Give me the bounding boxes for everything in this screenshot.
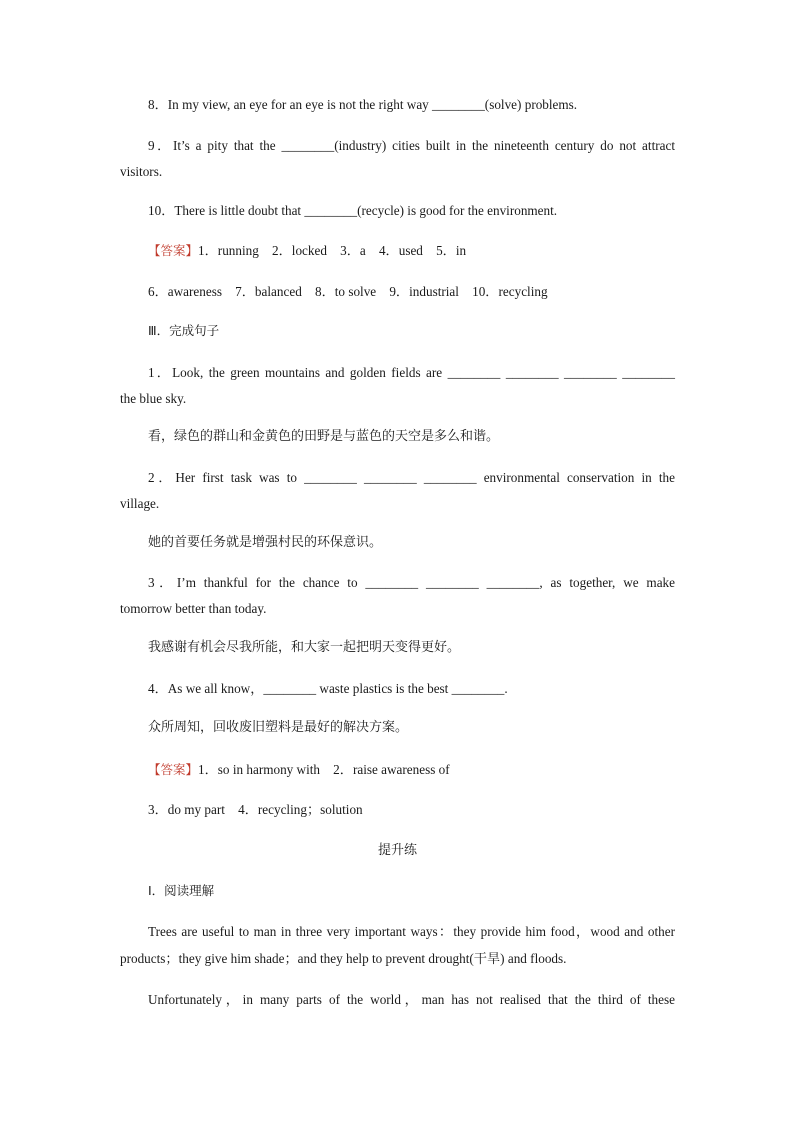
answer-text: 1．so in harmony with 2．raise awareness of <box>198 762 450 777</box>
question-8: 8．In my view, an eye for an eye is not the right way ________(solve) problems. <box>148 97 578 112</box>
sentence-1-translation: 看，绿色的群山和金黄色的田野是与蓝色的天空是多么和谐。 <box>148 429 500 444</box>
question-9-line-1: 9．It’s a pity that the ________(industry) cities built in the nineteenth century do not attract <box>148 138 675 153</box>
question-10: 10．There is little doubt that ________(recycle) is good for the environment. <box>148 203 558 218</box>
sentence-2-translation: 她的首要任务就是增强村民的环保意识。 <box>148 535 383 550</box>
answer-text: 1．running 2．locked 3．a 4．used 5．in <box>198 243 467 258</box>
answer-2-line-1 <box>148 760 450 780</box>
question-9-line-2: visitors. <box>120 164 163 179</box>
sentence-3-line-2: tomorrow better than today. <box>120 601 267 616</box>
answer-line-1 <box>148 241 466 261</box>
sentence-3-translation: 我感谢有机会尽我所能，和大家一起把明天变得更好。 <box>148 640 461 655</box>
sentence-1-line-2: the blue sky. <box>120 391 187 406</box>
answer-tag: 【答案】 <box>148 762 199 777</box>
answer-tag: 【答案】 <box>148 243 199 258</box>
passage-para-1-line-1: Trees are useful to man in three very important ways：they provide him food，wood and other <box>148 924 675 939</box>
sentence-1-line-1: 1．Look, the green mountains and golden fields are ________ ________ ________ ________ <box>148 365 675 380</box>
sentence-2-line-1: 2．Her first task was to ________ ________ ________ environmental conservation in the <box>148 470 675 485</box>
passage-para-1-line-2: products；they give him shade；and they help to prevent drought(干旱) and floods. <box>120 951 567 966</box>
advanced-practice-title: 提升练 <box>377 843 417 858</box>
answer-line-2: 6．awareness 7．balanced 8．to solve 9．industrial 10．recycling <box>148 284 548 299</box>
sentence-4-translation: 众所周知，回收废旧塑料是最好的解决方案。 <box>148 720 409 735</box>
section-heading-complete-sentences: Ⅲ．完成句子 <box>148 323 220 338</box>
passage-para-2-line-1: Unfortunately，in many parts of the world，man has not realised that the third of these <box>148 992 675 1007</box>
section-heading-reading: Ⅰ．阅读理解 <box>148 883 215 898</box>
answer-2-line-2: 3．do my part 4．recycling；solution <box>148 802 363 817</box>
sentence-4: 4．As we all know，________ waste plastics is the best ________. <box>148 681 508 696</box>
sentence-3-line-1: 3．I’m thankful for the chance to ________ ________ ________, as together, we make <box>148 575 675 590</box>
sentence-2-line-2: village. <box>120 496 160 511</box>
